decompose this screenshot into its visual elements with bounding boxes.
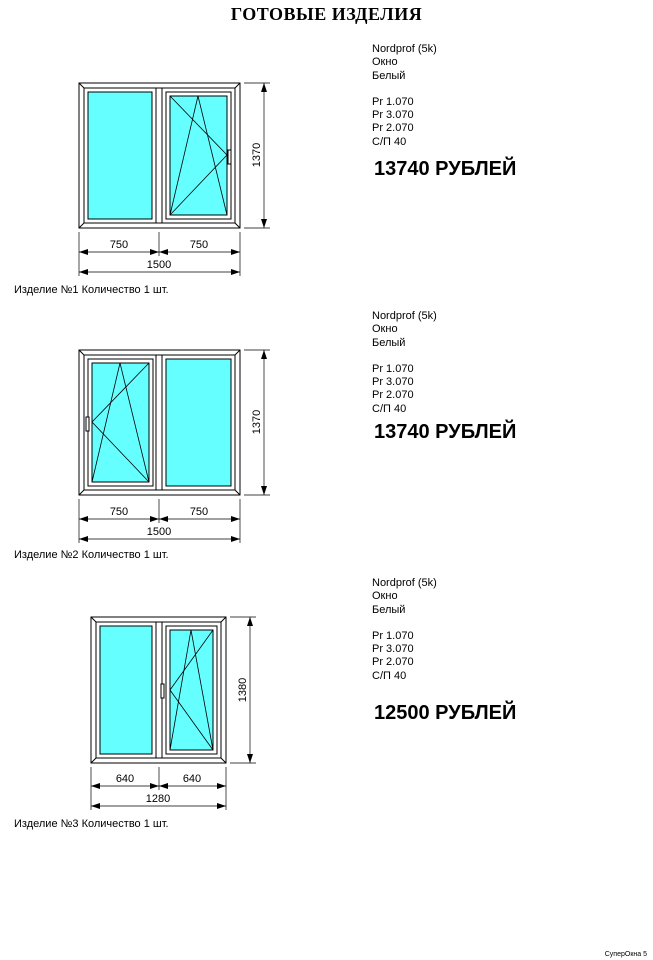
- dim-total: 1500: [146, 526, 172, 538]
- glass-pane: [88, 92, 152, 219]
- price: 13740 РУБЛЕЙ: [374, 158, 517, 180]
- spec-glass: С/П 40: [372, 135, 407, 148]
- dim-left: 750: [109, 239, 129, 251]
- window-drawing-1: [0, 0, 330, 290]
- dim-total: 1280: [145, 793, 171, 805]
- dim-right: 640: [182, 773, 202, 785]
- spec-type: Окно: [372, 590, 398, 603]
- spec-color: Белый: [372, 336, 406, 349]
- handle-icon: [161, 684, 164, 698]
- price: 12500 РУБЛЕЙ: [374, 702, 517, 724]
- dim-height: 1370: [251, 409, 263, 435]
- page-footer: СуперОкна 5: [604, 951, 647, 958]
- product-item-2: [0, 267, 653, 561]
- spec-fitting: Pr 3.070: [372, 109, 414, 122]
- spec-fitting: Pr 3.070: [372, 376, 414, 389]
- handle-icon: [86, 417, 89, 431]
- spec-glass: С/П 40: [372, 669, 407, 682]
- glass-pane: [166, 359, 231, 486]
- spec-fitting: Pr 1.070: [372, 629, 414, 642]
- spec-color: Белый: [372, 69, 406, 82]
- window-drawing-2: [0, 267, 330, 557]
- dim-total: 1500: [146, 259, 172, 271]
- spec-list: [372, 577, 437, 683]
- product-item-1: [0, 0, 653, 296]
- spec-fitting: Pr 2.070: [372, 656, 414, 669]
- dim-left: 750: [109, 506, 129, 518]
- spec-profile: Nordprof (5k): [372, 43, 437, 55]
- glass-pane: [170, 630, 213, 750]
- dim-left: 640: [115, 773, 135, 785]
- glass-pane: [100, 626, 152, 754]
- glass-pane: [92, 363, 149, 482]
- dim-height: 1370: [251, 142, 263, 168]
- product-item-3: [0, 534, 653, 830]
- spec-fitting: Pr 1.070: [372, 95, 414, 108]
- dim-right: 750: [189, 239, 209, 251]
- dim-right: 750: [189, 506, 209, 518]
- dim-height: 1380: [237, 677, 249, 703]
- spec-list: [372, 310, 437, 416]
- spec-type: Окно: [372, 323, 398, 336]
- spec-fitting: Pr 1.070: [372, 362, 414, 375]
- item-caption: Изделие №1 Количество 1 шт.: [14, 284, 169, 296]
- spec-profile: Nordprof (5k): [372, 310, 437, 322]
- spec-type: Окно: [372, 56, 398, 69]
- handle-icon: [228, 150, 231, 164]
- spec-fitting: Pr 2.070: [372, 122, 414, 135]
- spec-list: [372, 43, 437, 149]
- page-title: ГОТОВЫЕ ИЗДЕЛИЯ: [230, 4, 423, 24]
- spec-color: Белый: [372, 603, 406, 616]
- spec-fitting: Pr 2.070: [372, 389, 414, 402]
- price: 13740 РУБЛЕЙ: [374, 421, 517, 443]
- glass-pane: [170, 96, 227, 215]
- item-caption: Изделие №2 Количество 1 шт.: [14, 549, 169, 561]
- spec-glass: С/П 40: [372, 402, 407, 415]
- window-drawing-3: [0, 534, 330, 824]
- spec-fitting: Pr 3.070: [372, 643, 414, 656]
- item-caption: Изделие №3 Количество 1 шт.: [14, 818, 169, 830]
- spec-profile: Nordprof (5k): [372, 577, 437, 589]
